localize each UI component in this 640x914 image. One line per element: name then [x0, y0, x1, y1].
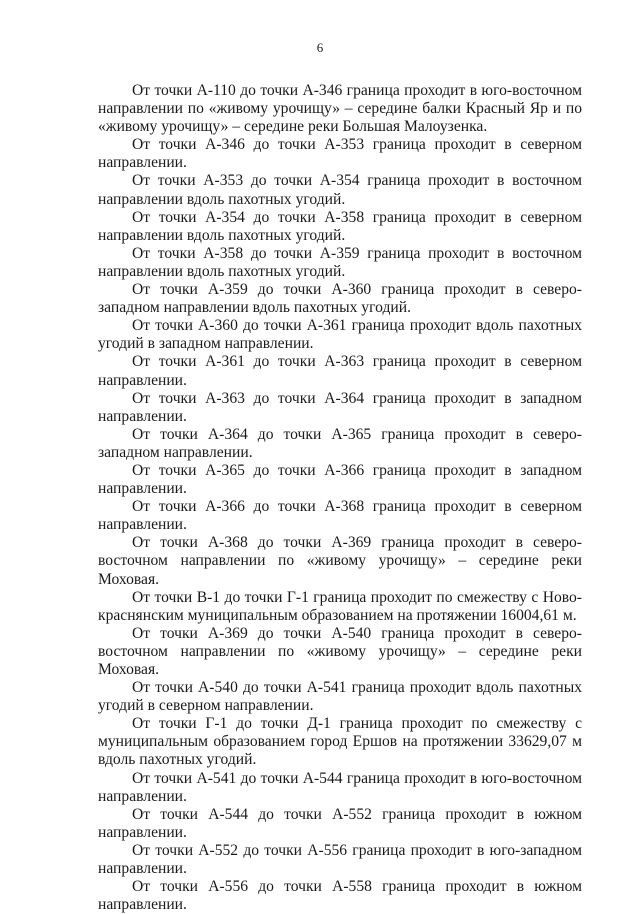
- paragraph: От точки А-369 до точки А-540 граница проходит в северо-восточном направлении по «живому урочищу» – середине реки Моховая.: [98, 624, 582, 678]
- page-number: 6: [316, 40, 324, 55]
- paragraph: От точки А-556 до точки А-558 граница проходит в южном направлении.: [98, 878, 582, 914]
- paragraph: От точки А-364 до точки А-365 граница проходит в северо-западном направлении.: [98, 425, 582, 461]
- paragraph: От точки А-110 до точки А-346 граница проходит в юго-восточном направлении по «живому урочищу» – середине балки Красный Яр и по «живому урочищу» – середине реки Большая Малоузенка.: [98, 82, 582, 136]
- paragraph: От точки А-552 до точки А-556 граница проходит в юго-западном направлении.: [98, 841, 582, 878]
- paragraph: От точки В-1 до точки Г-1 граница проходит по смежеству с Ново-краснянским муниципальным образованием на протяжении 16004,61 м.: [98, 588, 582, 624]
- paragraph: От точки А-541 до точки А-544 граница проходит в юго-восточном направлении.: [98, 769, 582, 805]
- paragraph: От точки Г-1 до точки Д-1 граница проходит по смежеству с муниципальным образованием город Ершов на протяжении 33629,07 м вдоль пахотных угодий.: [98, 715, 582, 769]
- paragraph: От точки А-544 до точки А-552 граница проходит в южном направлении.: [98, 805, 582, 841]
- paragraph: От точки А-540 до точки А-541 граница проходит вдоль пахотных угодий в северном направлении.: [98, 679, 582, 715]
- paragraph: От точки А-361 до точки А-363 граница проходит в северном направлении.: [98, 353, 582, 389]
- paragraph: От точки А-360 до точки А-361 граница проходит вдоль пахотных угодий в западном направлении.: [98, 317, 582, 353]
- paragraph: От точки А-346 до точки А-353 граница проходит в северном направлении.: [98, 136, 582, 172]
- paragraph: От точки А-359 до точки А-360 граница проходит в северо-западном направлении вдоль пахотных угодий.: [98, 281, 582, 317]
- paragraph: От точки А-366 до точки А-368 граница проходит в северном направлении.: [98, 498, 582, 534]
- paragraph: От точки А-368 до точки А-369 граница проходит в северо-восточном направлении по «живому урочищу» – середине реки Моховая.: [98, 534, 582, 588]
- document-body: [98, 82, 582, 914]
- paragraph: От точки А-365 до точки А-366 граница проходит в западном направлении.: [98, 461, 582, 498]
- paragraph: От точки А-363 до точки А-364 граница проходит в западном направлении.: [98, 389, 582, 425]
- paragraph: От точки А-354 до точки А-358 граница проходит в северном направлении вдоль пахотных угодий.: [98, 208, 582, 244]
- paragraph: От точки А-353 до точки А-354 граница проходит в восточном направлении вдоль пахотных угодий.: [98, 172, 582, 208]
- paragraph: От точки А-358 до точки А-359 граница проходит в восточном направлении вдоль пахотных угодий.: [98, 244, 582, 280]
